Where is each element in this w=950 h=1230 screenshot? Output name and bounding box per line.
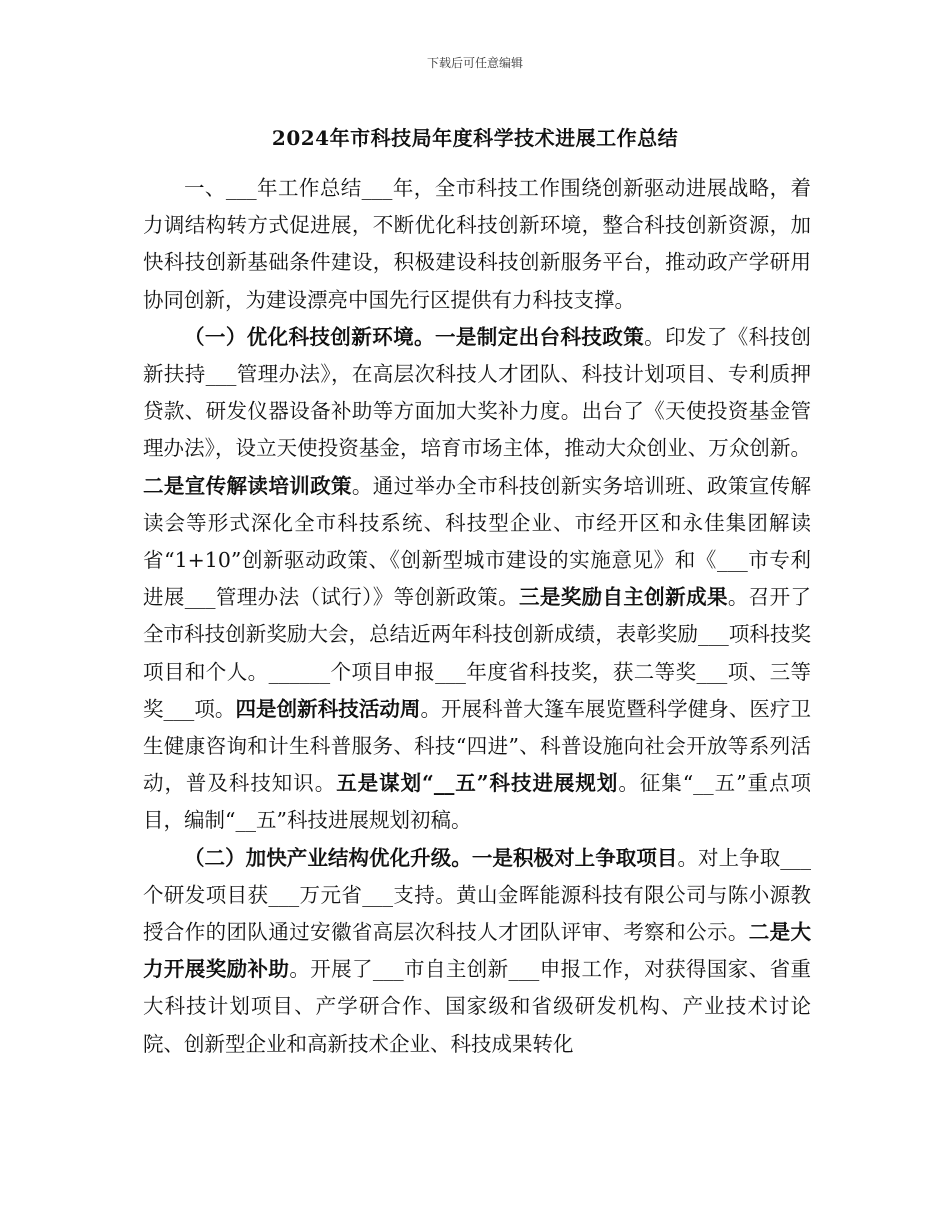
bold-heading-run: 五是谋划“__五”科技进展规划 — [336, 771, 619, 796]
bold-heading-run: （二）加快产业结构优化升级。一是积极对上争取项目 — [184, 845, 678, 870]
document-body — [143, 170, 811, 1063]
text-run: 。征集“__五”重点项目，编制“__五”科技进展规划初稿。 — [143, 771, 811, 833]
document-title: 2024年市科技局年度科学技术进展工作总结 — [271, 126, 679, 150]
bold-heading-run: 二是大力开展奖励补助 — [143, 920, 812, 982]
text-run: 。开展了___市自主创新___申报工作，对获得国家、省重大科技计划项目、产学研合作、国家级和省级研发机构、产业技术讨论院、创新型企业和高新技术企业、科技成果转化 — [143, 957, 812, 1056]
text-run: 。通过举办全市科技创新实务培训班、政策宣传解读会等形式深化全市科技系统、科技型企业、市经开区和永佳集团解读省“1+10”创新驱动政策、《创新型城市建设的实施意见》和《___市专利进展___管理办法（试行）》等创新政策。 — [143, 473, 812, 610]
paragraph-2 — [143, 319, 811, 840]
paragraph-1 — [143, 170, 811, 319]
bold-heading-run: （一）优化科技创新环境。一是制定出台科技政策 — [184, 324, 645, 349]
bold-heading-run: 三是奖励自主创新成果 — [518, 585, 728, 610]
text-run: 。召开了全市科技创新奖励大会，总结近两年科技创新成绩，表彰奖励___项科技奖项目和个人。______个项目申报___年度省科技奖，获二等奖___项、三等奖___项。 — [143, 585, 812, 721]
text-run: 。开展科普大篷车展览暨科学健身、医疗卫生健康咨询和计生科普服务、科技“四进”、科普设施向社会开放等系列活动，普及科技知识。 — [143, 696, 812, 796]
text-run: 一、___年工作总结___年，全市科技工作围绕创新驱动进展战略，着力调结构转方式促进展，不断优化科技创新环境，整合科技创新资源，加快科技创新基础条件建设，积极建设科技创新服务平台，推动政产学研用协同创新，为建设漂亮中国先行区提供有力科技支撑。 — [143, 176, 811, 312]
text-run: 。印发了《科技创新扶持___管理办法》，在高层次科技人才团队、科技计划项目、专利质押贷款、研发仪器设备补助等方面加大奖补力度。出台了《天使投资基金管理办法》，设立天使投资基金，培育市场主体，推动大众创业、万众创新。 — [143, 324, 812, 461]
text-run: 。对上争取___个研发项目获___万元省___支持。黄山金晖能源科技有限公司与陈小源教授合作的团队通过安徽省高层次科技人才团队评审、考察和公示。 — [143, 845, 812, 945]
page-header: 下载后可任意编辑 — [426, 56, 523, 70]
bold-heading-run: 四是创新科技活动周 — [235, 696, 421, 721]
paragraph-3 — [143, 840, 811, 1063]
bold-heading-run: 二是宣传解读培训政策 — [143, 473, 352, 498]
